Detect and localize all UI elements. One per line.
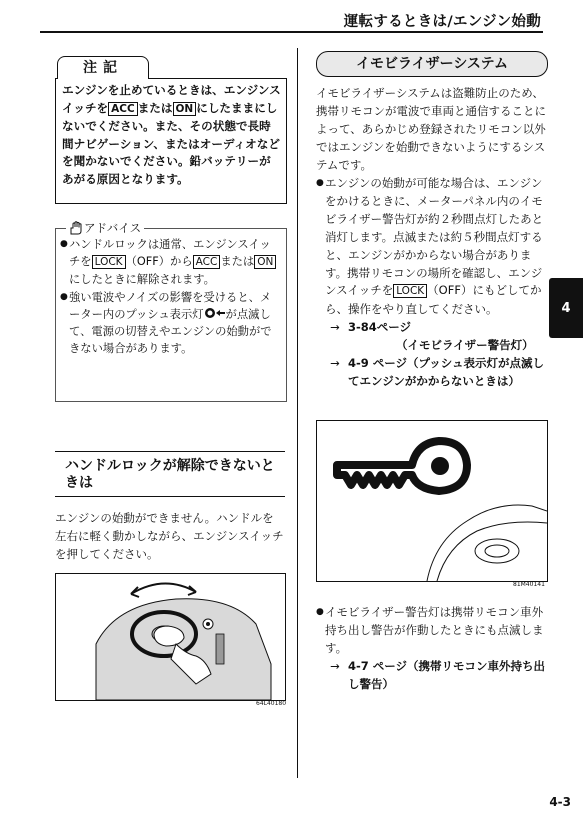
reference-text: 4-9 ページ（プッシュ表示灯が点滅してエンジンがかからないときは） bbox=[348, 356, 545, 388]
hand-icon bbox=[69, 221, 83, 235]
section-heading-immobilizer: イモビライザーシステム bbox=[316, 51, 548, 77]
arrow-icon: → bbox=[330, 658, 340, 673]
text-part: 強い電波やノイズの影響を受けると、メーター内のプッシュ表示灯 bbox=[69, 290, 272, 321]
figure-code: 81M40141 bbox=[513, 581, 545, 588]
key-acc-label: ACC bbox=[108, 102, 138, 116]
text-part: エンジンの始動が可能な場合は、エンジンをかけるときに、メーターパネル内のイモビライザー警告灯が約２秒間点灯したあと消灯します。点滅または約５秒間点灯すると、エンジンがかからない場合があります。携帯リモコンの場所を確認し、エンジンスイッチを bbox=[325, 176, 544, 298]
advice-title-text: アドバイス bbox=[84, 221, 142, 235]
push-indicator-icon bbox=[204, 307, 226, 319]
figure-code: 64L40180 bbox=[256, 700, 287, 707]
key-on-label: ON bbox=[254, 255, 276, 269]
text-part: ハンドルロックは通常、エンジンスイッチを bbox=[69, 238, 271, 269]
header-rule bbox=[40, 31, 543, 33]
advice-item bbox=[60, 289, 282, 358]
note-text-part: エンジンを止めているときは、エンジンスイッチを bbox=[62, 83, 281, 115]
key-lock-label: LOCK bbox=[92, 255, 126, 269]
page-number: 4-3 bbox=[549, 795, 571, 809]
immobilizer-list-2 bbox=[316, 604, 548, 694]
advice-list bbox=[60, 236, 282, 357]
steering-lock-illustration bbox=[55, 573, 286, 701]
reference-text: 4-7 ページ（携帯リモコン車外持ち出し警告） bbox=[348, 658, 546, 691]
list-item bbox=[316, 604, 548, 658]
note-text-part: または bbox=[137, 100, 173, 115]
reference-text bbox=[348, 319, 534, 355]
steering-illustration-svg bbox=[56, 574, 285, 700]
note-text bbox=[62, 82, 282, 189]
immobilizer-list bbox=[316, 175, 548, 391]
section-body-text: エンジンの始動ができません。ハンドルを左右に軽く動かしながら、エンジンスイッチを押してください。 bbox=[55, 511, 284, 561]
immobilizer-intro: イモビライザーシステムは盗難防止のため、携帯リモコンが電波で車両と通信することによって、あらかじめ登録されたリモコン以外ではエンジンを始動できないようにするシステムです。 bbox=[316, 86, 546, 172]
list-item-text: イモビライザー警告灯は携帯リモコン車外持ち出し警告が作動したときにも点滅します。 bbox=[325, 605, 544, 655]
advice-item-text bbox=[69, 289, 282, 358]
arrow-icon: → bbox=[330, 356, 340, 371]
column-divider bbox=[297, 48, 298, 778]
page-header-title: 運転するときは/エンジン始動 bbox=[343, 14, 541, 30]
text-part: （OFF）にもどしてから、操作をやり直してください。 bbox=[325, 283, 542, 317]
reference-title: （イモビライザー警告灯） bbox=[396, 338, 534, 353]
text-part: が点滅して、電源の切替えやエンジンの始動ができない場合があります。 bbox=[69, 307, 272, 356]
section-heading-text: ハンドルロックが解除できないときは bbox=[65, 458, 275, 491]
note-text-part: にしたままにしないでください。また、その状態で長時間ナビゲーション、またはオーディオなどを聞かないでください。鉛バッテリーがあがる原因となります。 bbox=[62, 100, 280, 186]
key-icon bbox=[335, 429, 469, 491]
reference-page: 3-84ページ bbox=[348, 320, 412, 335]
bullet-dot: ● bbox=[316, 607, 324, 617]
cross-reference bbox=[322, 355, 548, 391]
key-on-label: ON bbox=[173, 102, 197, 116]
advice-item bbox=[60, 236, 282, 289]
section-heading-steering-lock bbox=[55, 451, 285, 497]
text-part: （OFF）から bbox=[125, 255, 193, 269]
bullet-dot: ● bbox=[60, 239, 68, 249]
key-icon-illustration-svg bbox=[317, 421, 547, 581]
list-item-text bbox=[325, 175, 548, 319]
advice-item-text bbox=[69, 236, 282, 289]
advice-title bbox=[66, 220, 144, 236]
key-lock-label: LOCK bbox=[393, 284, 427, 298]
list-item bbox=[316, 175, 548, 319]
text-part: または bbox=[220, 255, 255, 269]
arrow-icon: → bbox=[330, 320, 340, 335]
text-part: にしたときに解除されます。 bbox=[69, 273, 215, 287]
immobilizer-warning-illustration bbox=[316, 420, 548, 582]
key-acc-label: ACC bbox=[193, 255, 221, 269]
cross-reference bbox=[322, 319, 548, 355]
bullet-dot: ● bbox=[316, 178, 324, 188]
chapter-tab: 4 bbox=[549, 278, 583, 338]
note-tab: 注記 bbox=[57, 56, 149, 79]
cross-reference bbox=[322, 658, 548, 694]
bullet-dot: ● bbox=[60, 291, 68, 302]
